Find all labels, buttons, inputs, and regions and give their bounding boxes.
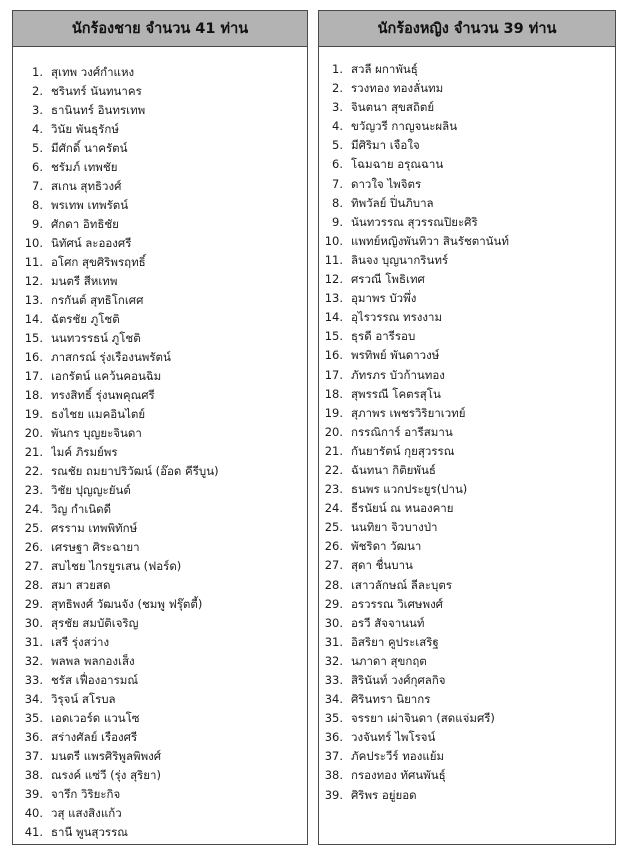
singer-name: นิทัศน์ ละอองศรี	[51, 236, 132, 250]
list-item	[319, 366, 615, 385]
singer-name: สมา สวยสด	[51, 578, 111, 592]
singer-name: กรรณิการ์ อารีสมาน	[351, 424, 453, 439]
singer-name: จินตนา สุขสถิตย์	[351, 100, 435, 115]
item-number: 26.	[24, 540, 43, 554]
item-number: 17.	[324, 367, 343, 382]
list-item	[319, 232, 615, 251]
singer-name: กรกันต์ สุทธิโกเศศ	[51, 293, 144, 307]
singer-name: ธานินทร์ อินทรเทพ	[51, 103, 146, 117]
list-item	[13, 291, 307, 310]
list-item	[13, 747, 307, 766]
item-number: 27.	[24, 559, 43, 573]
item-number: 20.	[24, 426, 43, 440]
list-item	[319, 175, 615, 194]
singer-name: นนทิยา จิวบางป่า	[351, 520, 438, 535]
singer-name: ไมค์ ภิรมย์พร	[51, 445, 118, 459]
item-number: 33.	[24, 673, 43, 687]
singer-name: นนทวรรธน์ ภูโชติ	[51, 331, 141, 345]
list-item	[319, 346, 615, 365]
item-number: 9.	[332, 214, 343, 229]
list-item	[319, 117, 615, 136]
list-item	[13, 386, 307, 405]
singer-name: สเกน สุทธิวงศ์	[51, 179, 122, 193]
singer-name: พรทิพย์ พันดาวงษ์	[351, 348, 440, 363]
list-item	[13, 253, 307, 272]
item-number: 14.	[24, 312, 43, 326]
list-item	[319, 385, 615, 404]
male-singers-panel	[12, 10, 308, 845]
item-number: 38.	[24, 768, 43, 782]
singer-name: เสาวลักษณ์ ลีละบุตร	[351, 577, 452, 592]
singer-name: ธีรนัยน์ ณ หนองคาย	[351, 501, 454, 516]
item-number: 21.	[324, 443, 343, 458]
singer-name: อุไรวรรณ ทรงงาม	[351, 310, 443, 325]
item-number: 20.	[324, 424, 343, 439]
item-number: 1.	[332, 62, 343, 76]
list-item	[319, 709, 615, 728]
list-item	[319, 79, 615, 98]
item-number: 16.	[324, 348, 343, 363]
item-number: 6.	[332, 157, 343, 172]
item-number: 37.	[24, 749, 43, 763]
item-number: 5.	[32, 141, 43, 155]
list-item	[319, 213, 615, 232]
singer-name: มีศักดิ์ นาครัตน์	[51, 141, 128, 155]
singer-name: เอกรัตน์ แคว้นคอนฉิม	[51, 369, 162, 383]
item-number: 22.	[24, 464, 43, 478]
list-item	[13, 785, 307, 804]
singer-name: อรวี สัจจานนท์	[351, 615, 425, 630]
list-item	[13, 367, 307, 386]
female-singers-panel	[318, 10, 616, 845]
singer-name: สิรินันท์ วงศ์กุศลกิจ	[351, 673, 446, 687]
list-item	[13, 481, 307, 500]
item-number: 36.	[324, 730, 343, 745]
list-item	[319, 633, 615, 652]
list-item	[319, 423, 615, 442]
item-number: 4.	[32, 122, 43, 136]
singer-name: มนตรี สีหเทพ	[51, 274, 118, 288]
list-item	[13, 424, 307, 443]
list-item	[13, 196, 307, 215]
item-number: 24.	[324, 501, 343, 516]
item-number: 26.	[324, 539, 343, 554]
item-number: 11.	[324, 252, 343, 267]
singer-name: พันกร บุญยะจินดา	[51, 426, 142, 440]
list-item	[13, 595, 307, 614]
item-number: 35.	[324, 711, 343, 726]
list-item	[13, 766, 307, 785]
item-number: 36.	[24, 730, 43, 744]
list-item	[13, 443, 307, 462]
list-item	[13, 101, 307, 120]
singer-name: วิรุจน์ สโรบล	[51, 692, 116, 706]
female-singers-list	[319, 60, 615, 805]
item-number: 31.	[324, 634, 343, 649]
list-item	[13, 823, 307, 842]
list-item	[319, 537, 615, 556]
item-number: 28.	[324, 577, 343, 592]
singer-name: ศักดา อิทธิชัย	[51, 217, 119, 231]
singer-name: จรรยา เผ่าจินดา (สดแจ่มศรี)	[351, 711, 495, 726]
singer-name: สุเทพ วงศ์กำแหง	[51, 65, 135, 79]
singer-name: ฉันทนา กิติยพันธ์	[351, 462, 436, 477]
singer-name: สุรชัย สมบัติเจริญ	[51, 616, 139, 630]
list-item	[13, 120, 307, 139]
list-item	[13, 709, 307, 728]
singer-name: ภัทรภร บัวก้านทอง	[351, 367, 445, 382]
item-number: 29.	[324, 596, 343, 611]
list-item	[13, 652, 307, 671]
list-item	[319, 270, 615, 289]
item-number: 10.	[324, 233, 343, 248]
singer-name: สบไชย ไกรยูรเสน (ฟอร์ด)	[51, 559, 182, 573]
item-number: 15.	[324, 329, 343, 344]
item-number: 19.	[24, 407, 43, 421]
singer-name: รณชัย ถมยาปริวัฒน์ (อ๊อด คีรีบูน)	[51, 464, 219, 478]
list-item	[319, 289, 615, 308]
singer-name: ทิพวัลย์ ปิ่นภิบาล	[351, 195, 434, 210]
list-item	[319, 499, 615, 518]
list-item	[319, 327, 615, 346]
singer-name: วินัย พันธุรักษ์	[51, 122, 119, 136]
item-number: 31.	[24, 635, 43, 649]
list-item	[13, 804, 307, 823]
list-item	[13, 405, 307, 424]
item-number: 13.	[324, 291, 343, 306]
list-item	[319, 60, 615, 79]
list-item	[319, 556, 615, 575]
singer-name: เสรี รุ่งสว่าง	[51, 635, 110, 649]
list-item	[319, 671, 615, 690]
singer-name: โฉมฉาย อรุณฉาน	[351, 157, 444, 172]
singer-name: ธนพร แวกประยูร(ปาน)	[351, 482, 468, 497]
singer-name: ศิริพร อยู่ยอด	[351, 787, 417, 802]
item-number: 14.	[324, 310, 343, 325]
item-number: 2.	[32, 84, 43, 98]
list-item	[13, 215, 307, 234]
singer-name: ณรงค์ แซ่วี (รุ่ง สุริยา)	[51, 768, 161, 782]
singer-name: กันยารัตน์ กุยสุวรรณ	[351, 443, 455, 458]
list-item	[319, 308, 615, 327]
singer-name: ธงไชย แมคอินไตย์	[51, 407, 146, 421]
item-number: 25.	[324, 520, 343, 535]
singer-name: เศรษฐา ศิระฉายา	[51, 540, 140, 554]
item-number: 9.	[32, 217, 43, 231]
list-item	[319, 614, 615, 633]
list-item	[13, 272, 307, 291]
list-item	[13, 728, 307, 747]
item-number: 40.	[24, 806, 43, 820]
singer-name: สวลี ผกาพันธุ์	[351, 62, 418, 76]
singer-name: อิสริยา คูประเสริฐ	[351, 634, 439, 649]
item-number: 4.	[332, 119, 343, 134]
singer-name: ศิรินทรา นิยากร	[351, 692, 431, 707]
singer-name: พลพล พลกองเส็ง	[51, 654, 135, 668]
item-number: 34.	[24, 692, 43, 706]
item-number: 16.	[24, 350, 43, 364]
list-item	[319, 576, 615, 595]
singer-name: สุทธิพงศ์ วัฒนจัง (ชมพู ฟรุ๊ตตี้)	[51, 597, 203, 611]
singer-name: ขวัญวรี กาญจนะผลิน	[351, 119, 458, 134]
item-number: 11.	[24, 255, 43, 269]
item-number: 21.	[24, 445, 43, 459]
singer-name: ภาสกรณ์ รุ่งเรืองนพรัตน์	[51, 350, 171, 364]
singer-name: ฉัตรชัย ภูโชติ	[51, 312, 120, 326]
list-item	[319, 595, 615, 614]
singer-name: พรเทพ เทพรัตน์	[51, 198, 129, 212]
item-number: 30.	[324, 615, 343, 630]
list-item	[13, 310, 307, 329]
item-number: 12.	[24, 274, 43, 288]
item-number: 39.	[324, 787, 343, 802]
item-number: 7.	[332, 176, 343, 191]
singer-name: อุมาพร บัวพึ่ง	[351, 291, 417, 306]
item-number: 25.	[24, 521, 43, 535]
list-item	[13, 690, 307, 709]
singer-name: ทรงสิทธิ์ รุ่งนพคุณศรี	[51, 388, 155, 402]
item-number: 34.	[324, 692, 343, 707]
item-number: 15.	[24, 331, 43, 345]
list-item	[13, 519, 307, 538]
list-item	[319, 404, 615, 423]
list-item	[319, 728, 615, 747]
list-item	[319, 690, 615, 709]
singer-name: พัชริดา วัฒนา	[351, 539, 422, 554]
item-number: 8.	[32, 198, 43, 212]
list-item	[13, 462, 307, 481]
list-item	[13, 500, 307, 519]
singer-name: ชรัส เฟื่องอารมณ์	[51, 673, 139, 687]
list-item	[319, 461, 615, 480]
list-item	[13, 671, 307, 690]
item-number: 18.	[24, 388, 43, 402]
singer-name: สุภาพร เพชรวิริยาเวทย์	[351, 405, 466, 420]
singer-name: ศรราม เทพพิทักษ์	[51, 521, 138, 535]
item-number: 32.	[24, 654, 43, 668]
singer-name: วสุ แสงสิงแก้ว	[51, 806, 122, 820]
singer-name: อโศก สุขศิริพรฤทธิ์	[51, 255, 146, 269]
singer-name: ธุรดี อารีรอบ	[351, 329, 416, 344]
singer-name: ดาวใจ ไพจิตร	[351, 176, 422, 191]
item-number: 3.	[332, 100, 343, 115]
singer-name: เอดเวอร์ด แวนโซ	[51, 711, 140, 725]
singer-name: วิชัย ปุญญะยันต์	[51, 483, 131, 497]
item-number: 39.	[24, 787, 43, 801]
singer-name: มนตรี แพรศิริพูลพิพงศ์	[51, 749, 162, 763]
singer-name: จารึก วิริยะกิจ	[51, 787, 121, 801]
singer-name: สุดา ชื่นบาน	[351, 558, 413, 573]
list-item	[13, 139, 307, 158]
item-number: 2.	[332, 81, 343, 96]
singer-name: ชรินทร์ นันทนาคร	[51, 84, 142, 98]
item-number: 23.	[324, 482, 343, 497]
list-item	[13, 576, 307, 595]
item-number: 27.	[324, 558, 343, 573]
list-item	[13, 614, 307, 633]
list-item	[319, 766, 615, 785]
male-singers-header: นักร้องชาย จำนวน 41 ท่าน	[13, 11, 307, 47]
item-number: 30.	[24, 616, 43, 630]
item-number: 10.	[24, 236, 43, 250]
item-number: 7.	[32, 179, 43, 193]
list-item	[319, 442, 615, 461]
list-item	[319, 786, 615, 805]
list-item	[319, 136, 615, 155]
list-item	[319, 251, 615, 270]
item-number: 35.	[24, 711, 43, 725]
list-item	[319, 480, 615, 499]
female-singers-header: นักร้องหญิง จำนวน 39 ท่าน	[319, 11, 615, 47]
list-item	[319, 194, 615, 213]
male-singers-list	[13, 63, 307, 842]
list-item	[319, 652, 615, 671]
item-number: 6.	[32, 160, 43, 174]
item-number: 5.	[332, 138, 343, 153]
list-item	[13, 177, 307, 196]
item-number: 17.	[24, 369, 43, 383]
list-item	[13, 63, 307, 82]
singer-name: วงจันทร์ ไพโรจน์	[351, 730, 436, 745]
list-item	[319, 518, 615, 537]
list-item	[13, 348, 307, 367]
list-item	[319, 98, 615, 117]
item-number: 8.	[332, 195, 343, 210]
list-item	[13, 234, 307, 253]
singer-name: อรวรรณ วิเศษพงศ์	[351, 596, 443, 611]
item-number: 13.	[24, 293, 43, 307]
singer-name: นภาดา สุขกฤต	[351, 653, 427, 668]
item-number: 23.	[24, 483, 43, 497]
singer-name: ภัคประวีร์ ทองแย้ม	[351, 749, 445, 764]
list-item	[13, 158, 307, 177]
singer-name: ศรวณี โพธิเทศ	[351, 272, 425, 287]
singer-name: สร่างศัลย์ เรืองศรี	[51, 730, 138, 744]
item-number: 18.	[324, 386, 343, 401]
item-number: 3.	[32, 103, 43, 117]
list-item	[13, 633, 307, 652]
list-item	[13, 557, 307, 576]
item-number: 22.	[324, 462, 343, 477]
singer-name: นันทวรรณ สุวรรณปิยะศิริ	[351, 214, 478, 229]
singer-name: แพทย์หญิงพันทิวา สินรัชตานันท์	[351, 233, 509, 248]
singer-name: ลินจง บุญนากรินทร์	[351, 252, 449, 267]
item-number: 19.	[324, 405, 343, 420]
item-number: 29.	[24, 597, 43, 611]
item-number: 1.	[32, 65, 43, 79]
singer-name: มีศิริมา เจือใจ	[351, 138, 420, 153]
singer-name: รวงทอง ทองลั่นทม	[351, 81, 444, 96]
item-number: 37.	[324, 749, 343, 764]
singer-name: ชรัมภ์ เทพชัย	[51, 160, 118, 174]
item-number: 41.	[24, 825, 43, 839]
singer-name: ธานี พูนสุวรรณ	[51, 825, 128, 839]
list-item	[319, 747, 615, 766]
singer-name: กรองทอง ทัศนพันธุ์	[351, 768, 446, 783]
item-number: 33.	[324, 673, 343, 687]
item-number: 12.	[324, 272, 343, 287]
list-item	[13, 538, 307, 557]
singer-name: สุพรรณี โคตรสุโน	[351, 386, 441, 401]
list-item	[13, 329, 307, 348]
item-number: 24.	[24, 502, 43, 516]
item-number: 28.	[24, 578, 43, 592]
item-number: 32.	[324, 653, 343, 668]
list-item	[13, 82, 307, 101]
item-number: 38.	[324, 768, 343, 783]
singer-name: วิญ กำเนิดดี	[51, 502, 112, 516]
list-item	[319, 155, 615, 174]
